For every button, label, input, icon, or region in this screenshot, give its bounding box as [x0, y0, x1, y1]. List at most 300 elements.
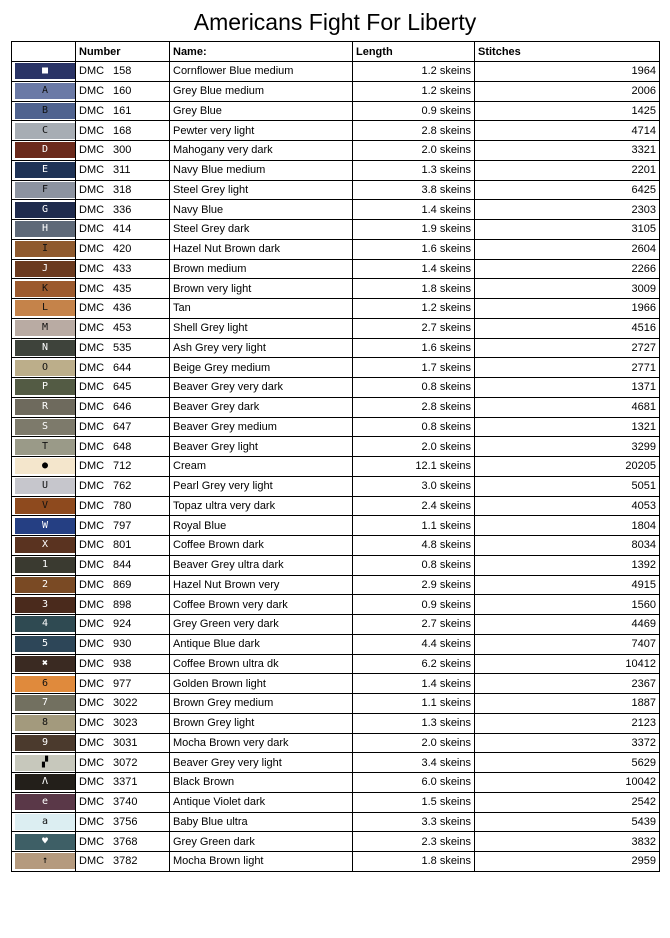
symbol-cell — [12, 555, 76, 575]
thread-length: 1.8 skeins — [353, 279, 475, 299]
chart-symbol: a — [41, 815, 49, 827]
thread-length: 2.4 skeins — [353, 496, 475, 516]
thread-name: Black Brown — [170, 773, 353, 793]
color-swatch — [15, 123, 75, 139]
thread-name: Cornflower Blue medium — [170, 62, 353, 82]
thread-code: 414 — [113, 223, 132, 236]
stitch-count: 10412 — [475, 654, 660, 674]
thread-code: 535 — [113, 341, 132, 354]
table-row — [12, 220, 660, 240]
thread-length: 2.3 skeins — [353, 832, 475, 852]
thread-number-cell — [76, 417, 170, 437]
thread-code: 797 — [113, 519, 132, 532]
symbol-cell — [12, 536, 76, 556]
thread-code: 453 — [113, 322, 132, 335]
stitch-count: 1966 — [475, 299, 660, 319]
thread-length: 2.7 skeins — [353, 318, 475, 338]
stitch-count: 1964 — [475, 62, 660, 82]
thread-length: 2.0 skeins — [353, 141, 475, 161]
thread-length: 1.2 skeins — [353, 299, 475, 319]
thread-length: 2.8 skeins — [353, 397, 475, 417]
table-row — [12, 200, 660, 220]
symbol-cell — [12, 852, 76, 872]
thread-brand: DMC — [79, 65, 105, 78]
thread-length: 1.2 skeins — [353, 62, 475, 82]
color-swatch — [15, 537, 75, 553]
stitch-count: 2959 — [475, 852, 660, 872]
stitch-count: 1425 — [475, 101, 660, 121]
thread-brand: DMC — [79, 618, 105, 631]
header-stitches: Stitches — [475, 42, 660, 62]
color-swatch — [15, 399, 75, 415]
thread-brand: DMC — [79, 736, 105, 749]
stitch-count: 3105 — [475, 220, 660, 240]
chart-symbol: N — [41, 341, 49, 353]
table-header-row — [12, 42, 660, 62]
thread-brand: DMC — [79, 262, 105, 275]
thread-name: Grey Blue medium — [170, 81, 353, 101]
thread-length: 3.8 skeins — [353, 180, 475, 200]
thread-number-cell — [76, 378, 170, 398]
thread-code: 3031 — [113, 736, 138, 749]
thread-length: 1.4 skeins — [353, 674, 475, 694]
thread-brand: DMC — [79, 677, 105, 690]
thread-name: Mocha Brown very dark — [170, 733, 353, 753]
page-title: Americans Fight For Liberty — [193, 9, 477, 35]
table-row — [12, 457, 660, 477]
thread-brand: DMC — [79, 499, 105, 512]
thread-number-cell — [76, 476, 170, 496]
color-swatch — [15, 774, 75, 790]
thread-name: Brown Grey medium — [170, 694, 353, 714]
table-row — [12, 358, 660, 378]
chart-symbol: ■ — [41, 65, 49, 77]
thread-code: 938 — [113, 657, 132, 670]
color-swatch — [15, 63, 75, 79]
stitch-count: 2542 — [475, 792, 660, 812]
thread-brand: DMC — [79, 381, 105, 394]
thread-number-cell — [76, 496, 170, 516]
thread-number-cell — [76, 180, 170, 200]
thread-brand: DMC — [79, 796, 105, 809]
thread-code: 433 — [113, 262, 132, 275]
thread-name: Coffee Brown ultra dk — [170, 654, 353, 674]
symbol-cell — [12, 674, 76, 694]
stitch-count: 4915 — [475, 575, 660, 595]
thread-length: 2.0 skeins — [353, 733, 475, 753]
thread-name: Cream — [170, 457, 353, 477]
table-row — [12, 852, 660, 872]
thread-length: 1.4 skeins — [353, 259, 475, 279]
thread-number-cell — [76, 358, 170, 378]
thread-name: Golden Brown light — [170, 674, 353, 694]
color-swatch — [15, 557, 75, 573]
thread-number-cell — [76, 832, 170, 852]
table-row — [12, 496, 660, 516]
stitch-count: 3832 — [475, 832, 660, 852]
symbol-cell — [12, 832, 76, 852]
symbol-cell — [12, 773, 76, 793]
symbol-cell — [12, 62, 76, 82]
symbol-cell — [12, 575, 76, 595]
thread-length: 3.4 skeins — [353, 753, 475, 773]
color-swatch — [15, 656, 75, 672]
thread-code: 300 — [113, 144, 132, 157]
thread-brand: DMC — [79, 638, 105, 651]
color-swatch — [15, 715, 75, 731]
color-swatch — [15, 103, 75, 119]
thread-name: Antique Violet dark — [170, 792, 353, 812]
chart-symbol: F — [41, 183, 49, 195]
thread-length: 6.2 skeins — [353, 654, 475, 674]
chart-symbol: E — [41, 164, 49, 176]
symbol-cell — [12, 141, 76, 161]
chart-symbol: M — [41, 322, 49, 334]
thread-name: Tan — [170, 299, 353, 319]
thread-code: 3023 — [113, 717, 138, 730]
thread-number-cell — [76, 852, 170, 872]
thread-length: 6.0 skeins — [353, 773, 475, 793]
table-row — [12, 733, 660, 753]
symbol-cell — [12, 299, 76, 319]
chart-symbol: A — [41, 85, 49, 97]
table-row — [12, 812, 660, 832]
thread-number-cell — [76, 299, 170, 319]
stitch-count: 1371 — [475, 378, 660, 398]
thread-number-cell — [76, 457, 170, 477]
stitch-count: 2303 — [475, 200, 660, 220]
thread-brand: DMC — [79, 835, 105, 848]
chart-symbol: 3 — [41, 598, 49, 610]
color-swatch — [15, 676, 75, 692]
thread-brand: DMC — [79, 717, 105, 730]
thread-name: Hazel Nut Brown very — [170, 575, 353, 595]
thread-number-cell — [76, 634, 170, 654]
thread-brand: DMC — [79, 539, 105, 552]
chart-symbol: V — [41, 499, 49, 511]
table-row — [12, 397, 660, 417]
thread-name: Coffee Brown dark — [170, 536, 353, 556]
thread-number-cell — [76, 694, 170, 714]
table-row — [12, 476, 660, 496]
thread-code: 644 — [113, 361, 132, 374]
stitch-count: 10042 — [475, 773, 660, 793]
stitch-count: 4516 — [475, 318, 660, 338]
thread-brand: DMC — [79, 302, 105, 315]
thread-name: Beaver Grey very light — [170, 753, 353, 773]
table-row — [12, 575, 660, 595]
color-swatch — [15, 518, 75, 534]
stitch-count: 2367 — [475, 674, 660, 694]
stitch-count: 5439 — [475, 812, 660, 832]
chart-symbol: J — [41, 262, 49, 274]
thread-code: 3072 — [113, 756, 138, 769]
symbol-cell — [12, 200, 76, 220]
thread-code: 420 — [113, 243, 132, 256]
symbol-cell — [12, 792, 76, 812]
thread-brand: DMC — [79, 164, 105, 177]
color-swatch — [15, 853, 75, 869]
table-row — [12, 239, 660, 259]
symbol-cell — [12, 713, 76, 733]
color-swatch — [15, 142, 75, 158]
thread-name: Grey Green very dark — [170, 615, 353, 635]
chart-symbol: S — [41, 420, 49, 432]
thread-number-cell — [76, 615, 170, 635]
color-swatch — [15, 478, 75, 494]
thread-code: 311 — [113, 164, 131, 177]
thread-code: 435 — [113, 282, 132, 295]
color-swatch — [15, 439, 75, 455]
thread-brand: DMC — [79, 183, 105, 196]
table-row — [12, 753, 660, 773]
stitch-count: 2006 — [475, 81, 660, 101]
thread-length: 1.1 skeins — [353, 516, 475, 536]
symbol-cell — [12, 694, 76, 714]
thread-code: 977 — [113, 677, 132, 690]
stitch-count: 1560 — [475, 595, 660, 615]
color-swatch — [15, 300, 75, 316]
table-row — [12, 279, 660, 299]
thread-name: Topaz ultra very dark — [170, 496, 353, 516]
thread-brand: DMC — [79, 223, 105, 236]
thread-code: 3371 — [113, 776, 138, 789]
thread-length: 1.5 skeins — [353, 792, 475, 812]
thread-length: 3.0 skeins — [353, 476, 475, 496]
thread-code: 161 — [113, 104, 132, 117]
thread-brand: DMC — [79, 480, 105, 493]
stitch-count: 4681 — [475, 397, 660, 417]
thread-number-cell — [76, 62, 170, 82]
color-swatch — [15, 498, 75, 514]
table-row — [12, 615, 660, 635]
symbol-cell — [12, 812, 76, 832]
color-swatch — [15, 458, 75, 474]
thread-code: 3022 — [113, 697, 138, 710]
thread-number-cell — [76, 555, 170, 575]
thread-code: 647 — [113, 420, 132, 433]
thread-code: 436 — [113, 302, 132, 315]
thread-number-cell — [76, 536, 170, 556]
stitch-count: 4469 — [475, 615, 660, 635]
thread-number-cell — [76, 773, 170, 793]
thread-name: Ash Grey very light — [170, 338, 353, 358]
thread-code: 3740 — [113, 796, 138, 809]
stitch-count: 4714 — [475, 121, 660, 141]
symbol-cell — [12, 220, 76, 240]
symbol-cell — [12, 160, 76, 180]
thread-brand: DMC — [79, 361, 105, 374]
thread-length: 1.2 skeins — [353, 81, 475, 101]
thread-name: Navy Blue medium — [170, 160, 353, 180]
thread-code: 762 — [113, 480, 132, 493]
color-swatch — [15, 616, 75, 632]
thread-brand: DMC — [79, 519, 105, 532]
stitch-count: 20205 — [475, 457, 660, 477]
table-row — [12, 792, 660, 812]
stitch-count: 1804 — [475, 516, 660, 536]
stitch-count: 2604 — [475, 239, 660, 259]
chart-symbol: G — [41, 203, 49, 215]
symbol-cell — [12, 378, 76, 398]
thread-number-cell — [76, 753, 170, 773]
thread-length: 1.6 skeins — [353, 338, 475, 358]
table-row — [12, 555, 660, 575]
chart-symbol: 5 — [41, 638, 49, 650]
stitch-count: 1887 — [475, 694, 660, 714]
color-swatch — [15, 695, 75, 711]
thread-name: Grey Blue — [170, 101, 353, 121]
thread-brand: DMC — [79, 85, 105, 98]
symbol-cell — [12, 259, 76, 279]
symbol-cell — [12, 318, 76, 338]
thread-code: 930 — [113, 638, 132, 651]
thread-number-cell — [76, 713, 170, 733]
color-swatch — [15, 320, 75, 336]
thread-number-cell — [76, 654, 170, 674]
thread-brand: DMC — [79, 855, 105, 868]
thread-number-cell — [76, 200, 170, 220]
thread-name: Grey Green dark — [170, 832, 353, 852]
symbol-cell — [12, 101, 76, 121]
stitch-count: 2266 — [475, 259, 660, 279]
thread-brand: DMC — [79, 440, 105, 453]
chart-symbol: O — [41, 361, 49, 373]
thread-code: 336 — [113, 203, 132, 216]
thread-length: 1.3 skeins — [353, 713, 475, 733]
thread-number-cell — [76, 239, 170, 259]
thread-number-cell — [76, 812, 170, 832]
table-row — [12, 338, 660, 358]
thread-length: 1.4 skeins — [353, 200, 475, 220]
thread-length: 4.8 skeins — [353, 536, 475, 556]
thread-name: Pearl Grey very light — [170, 476, 353, 496]
thread-brand: DMC — [79, 578, 105, 591]
table-row — [12, 634, 660, 654]
thread-brand: DMC — [79, 341, 105, 354]
color-swatch — [15, 834, 75, 850]
thread-brand: DMC — [79, 815, 105, 828]
thread-name: Coffee Brown very dark — [170, 595, 353, 615]
chart-symbol: ✖ — [41, 657, 49, 669]
header-number: Number — [76, 42, 170, 62]
symbol-cell — [12, 180, 76, 200]
thread-name: Pewter very light — [170, 121, 353, 141]
color-swatch — [15, 814, 75, 830]
thread-code: 160 — [113, 85, 132, 98]
thread-number-cell — [76, 101, 170, 121]
thread-number-cell — [76, 733, 170, 753]
symbol-cell — [12, 516, 76, 536]
symbol-cell — [12, 457, 76, 477]
chart-symbol: P — [41, 381, 49, 393]
table-row — [12, 595, 660, 615]
symbol-cell — [12, 358, 76, 378]
thread-name: Mahogany very dark — [170, 141, 353, 161]
table-row — [12, 378, 660, 398]
thread-length: 1.7 skeins — [353, 358, 475, 378]
thread-number-cell — [76, 279, 170, 299]
table-row — [12, 713, 660, 733]
chart-symbol: C — [41, 124, 49, 136]
thread-code: 645 — [113, 381, 132, 394]
thread-brand: DMC — [79, 657, 105, 670]
thread-length: 2.7 skeins — [353, 615, 475, 635]
thread-brand: DMC — [79, 460, 105, 473]
thread-brand: DMC — [79, 756, 105, 769]
symbol-cell — [12, 239, 76, 259]
color-swatch — [15, 360, 75, 376]
thread-brand: DMC — [79, 697, 105, 710]
table-row — [12, 832, 660, 852]
thread-code: 898 — [113, 598, 132, 611]
symbol-cell — [12, 496, 76, 516]
table-row — [12, 694, 660, 714]
thread-brand: DMC — [79, 322, 105, 335]
thread-brand: DMC — [79, 420, 105, 433]
thread-length: 4.4 skeins — [353, 634, 475, 654]
chart-symbol: R — [41, 401, 49, 413]
stitch-count: 2123 — [475, 713, 660, 733]
header-symbol — [12, 42, 76, 62]
chart-symbol: L — [41, 302, 49, 314]
color-swatch — [15, 221, 75, 237]
color-swatch — [15, 379, 75, 395]
color-swatch — [15, 419, 75, 435]
table-row — [12, 160, 660, 180]
stitch-count: 2727 — [475, 338, 660, 358]
table-row — [12, 299, 660, 319]
symbol-cell — [12, 476, 76, 496]
thread-brand: DMC — [79, 203, 105, 216]
stitch-count: 4053 — [475, 496, 660, 516]
chart-symbol: e — [41, 796, 49, 808]
thread-name: Mocha Brown light — [170, 852, 353, 872]
header-length: Length — [353, 42, 475, 62]
thread-code: 168 — [113, 124, 132, 137]
thread-name: Beige Grey medium — [170, 358, 353, 378]
thread-brand: DMC — [79, 559, 105, 572]
thread-number-cell — [76, 160, 170, 180]
table-row — [12, 417, 660, 437]
color-swatch — [15, 202, 75, 218]
stitch-count: 5051 — [475, 476, 660, 496]
thread-code: 3782 — [113, 855, 138, 868]
thread-number-cell — [76, 318, 170, 338]
color-swatch — [15, 261, 75, 277]
thread-number-cell — [76, 141, 170, 161]
color-swatch — [15, 735, 75, 751]
thread-name: Royal Blue — [170, 516, 353, 536]
chart-symbol: 6 — [41, 677, 49, 689]
stitch-count: 3009 — [475, 279, 660, 299]
thread-code: 646 — [113, 401, 132, 414]
stitch-count: 2771 — [475, 358, 660, 378]
thread-length: 0.8 skeins — [353, 378, 475, 398]
symbol-cell — [12, 417, 76, 437]
table-row — [12, 101, 660, 121]
thread-code: 158 — [113, 65, 132, 78]
thread-name: Beaver Grey light — [170, 437, 353, 457]
thread-length: 3.3 skeins — [353, 812, 475, 832]
thread-name: Antique Blue dark — [170, 634, 353, 654]
symbol-cell — [12, 81, 76, 101]
thread-number-cell — [76, 397, 170, 417]
thread-code: 648 — [113, 440, 132, 453]
table-row — [12, 654, 660, 674]
thread-name: Brown Grey light — [170, 713, 353, 733]
chart-symbol: ▞ — [41, 756, 49, 768]
